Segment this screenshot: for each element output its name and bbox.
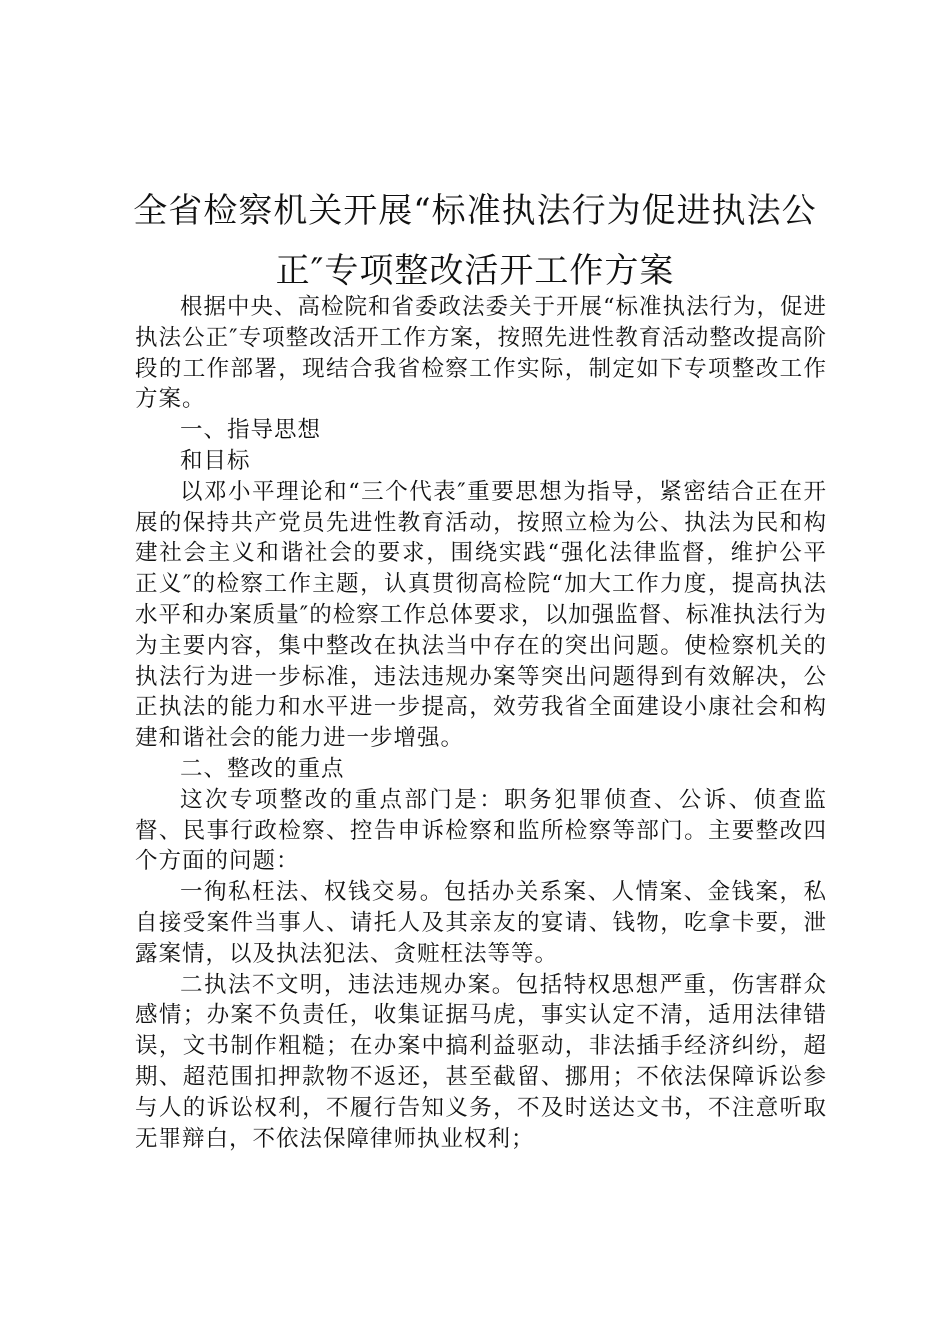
document-body: [135, 292, 827, 1154]
issue-two-paragraph: 二执法不文明，违法违规办案。包括特权思想严重，伤害群众感情；办案不负责任，收集证据马虎，事实认定不清，适用法律错误，文书制作粗糙；在办案中搞利益驱动，非法插手经济纠纷，超期、超范围扣押款物不返还，甚至截留、挪用；不依法保障诉讼参与人的诉讼权利，不履行告知义务，不及时送达文书，不注意听取无罪辩白，不依法保障律师执业权利；: [135, 971, 827, 1152]
section-heading-goals: 和目标: [180, 447, 251, 474]
title-line-2: 正″专项整改活开工作方案: [275, 251, 675, 291]
title-line-1: 全省检察机关开展“标准执法行为促进执法公: [133, 191, 817, 231]
guiding-thought-paragraph: 以邓小平理论和“三个代表″重要思想为指导，紧密结合正在开展的保持共产党员先进性教育活动，按照立检为公、执法为民和构建社会主义和谐社会的要求，围绕实践“强化法律监督，维护公平正义″的检察工作主题，认真贯彻高检院“加大工作力度，提高执法水平和办案质量″的检察工作总体要求，以加强监督、标准执法行为为主要内容，集中整改在执法当中存在的突出问题。使检察机关的执法行为进一步标准，违法违规办案等突出问题得到有效解决，公正执法的能力和水平进一步提高，效劳我省全面建设小康社会和构建和谐社会的能力进一步增强。: [135, 478, 827, 752]
issue-one-paragraph: 一徇私枉法、权钱交易。包括办关系案、人情案、金钱案，私自接受案件当事人、请托人及其亲友的宴请、钱物，吃拿卡要，泄露案情，以及执法犯法、贪赃枉法等等。: [135, 879, 827, 967]
intro-paragraph: 根据中央、高检院和省委政法委关于开展“标准执法行为，促进执法公正″专项整改活开工作方案，按照先进性教育活动整改提高阶段的工作部署，现结合我省检察工作实际，制定如下专项整改工作方案。: [135, 294, 828, 413]
document-title: [120, 186, 830, 296]
key-departments-paragraph: 这次专项整改的重点部门是：职务犯罪侦查、公诉、侦查监督、民事行政检察、控告申诉检察和监所检察等部门。主要整改四个方面的问题：: [135, 786, 827, 875]
section-heading-key-points: 二、整改的重点: [180, 755, 345, 782]
section-heading-guiding-thought: 一、指导思想: [180, 417, 322, 444]
